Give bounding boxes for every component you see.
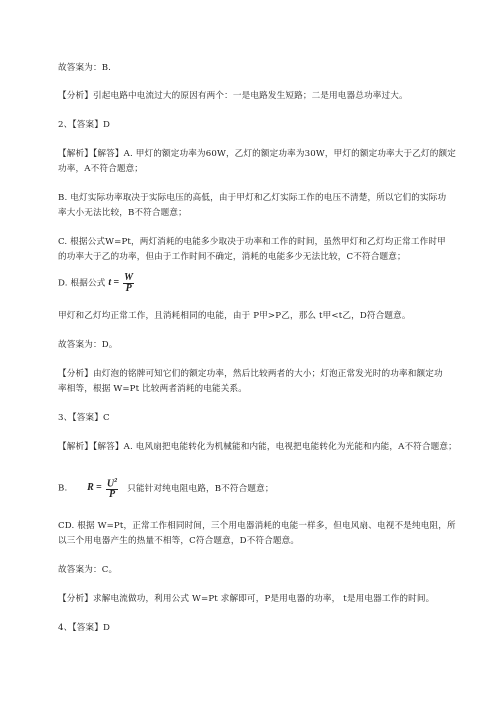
formula-lhs: t	[108, 277, 112, 288]
question-4-answer: 4、【答案】D	[58, 623, 111, 633]
fraction-denominator: P	[108, 489, 116, 501]
analysis-2-line1: 【分析】由灯泡的铭牌可知它们的额定功率，然后比较两者的大小；灯泡正常发光时的功率和额定功	[58, 369, 443, 379]
q2-explain-d	[58, 272, 450, 295]
analysis-1: 【分析】引起电路中电流过大的原因有两个：一是电路发生短路；二是用电器总功率过大。	[58, 91, 408, 101]
q2-explain-d-prefix: D. 根据公式	[58, 278, 106, 289]
fraction-denominator: P	[125, 282, 132, 294]
formula-fraction	[106, 476, 119, 500]
answer-line-2: 故答案为：D。	[58, 340, 118, 350]
q3-explain-b-prefix: B.	[58, 483, 68, 494]
q3-explain-a: 【解析】【解答】A. 电风扇把电能转化为机械能和内能，电视把电能转化为光能和内能，A不符合题意；	[58, 442, 457, 452]
q2-explain-a2: 功率，A不符合题意；	[58, 164, 144, 174]
fraction-numerator: W	[124, 271, 134, 283]
analysis-2-line2: 率相等，根据 W=Pt 比较两者消耗的电能关系。	[58, 384, 248, 394]
question-3-answer: 3、【答案】C	[58, 413, 110, 423]
q3-explain-cd2: 以三个用电器产生的热量不相等，C符合题意，D不符合题意。	[58, 536, 300, 546]
question-2-answer: 2、【答案】D	[58, 120, 111, 130]
q3-explain-cd1: CD. 根据 W=Pt，正常工作相同时间，三个用电器消耗的电能一样多，但电风扇、电视不是纯电阻，所	[58, 521, 456, 531]
q2-explain-c1: C. 根据公式W=Pt，两灯消耗的电能多少取决于功率和工作的时间，虽然甲灯和乙灯均正常工作时甲	[58, 237, 446, 247]
answer-line-1: 故答案为：B.	[58, 63, 112, 73]
q2-explain-b1: B. 电灯实际功率取决于实际电压的高低，由于甲灯和乙灯实际工作的电压不清楚，所以它们的实际功	[58, 193, 447, 203]
q3-explain-b	[58, 476, 450, 501]
answer-line-3: 故答案为：C。	[58, 565, 118, 575]
formula-r-u2-over-p	[87, 476, 120, 500]
analysis-3: 【分析】求解电流做功，利用公式 W=Pt 求解即可，P是用电器的功率， t是用电器工作的时间。	[58, 594, 435, 604]
fraction-numerator	[106, 476, 119, 490]
formula-eq: =	[95, 482, 102, 494]
numerator-base: U	[106, 478, 115, 490]
q3-explain-b-suffix: 只能针对纯电阻电路，B不符合题意；	[127, 483, 274, 494]
formula-t-w-over-p	[108, 272, 136, 294]
formula-lhs: R	[87, 482, 94, 494]
formula-eq: =	[113, 277, 120, 288]
q2-explain-b2: 率大小无法比较，B不符合题意；	[58, 208, 187, 218]
q2-explain-a1: 【解析】【解答】A. 甲灯的额定功率为60W，乙灯的额定功率为30W，甲灯的额定功率大于乙灯的额定	[58, 149, 457, 159]
formula-fraction	[123, 273, 134, 294]
q2-explain-c2: 的功率大于乙的功率，但由于工作时间不确定，消耗的电能多少无法比较，C不符合题意；	[58, 252, 406, 262]
numerator-exponent: 2	[114, 478, 118, 484]
q2-explain-d2: 甲灯和乙灯均正常工作，且消耗相同的电能，由于 P甲>P乙，那么 t甲<t乙，D符合题意。	[58, 311, 411, 321]
